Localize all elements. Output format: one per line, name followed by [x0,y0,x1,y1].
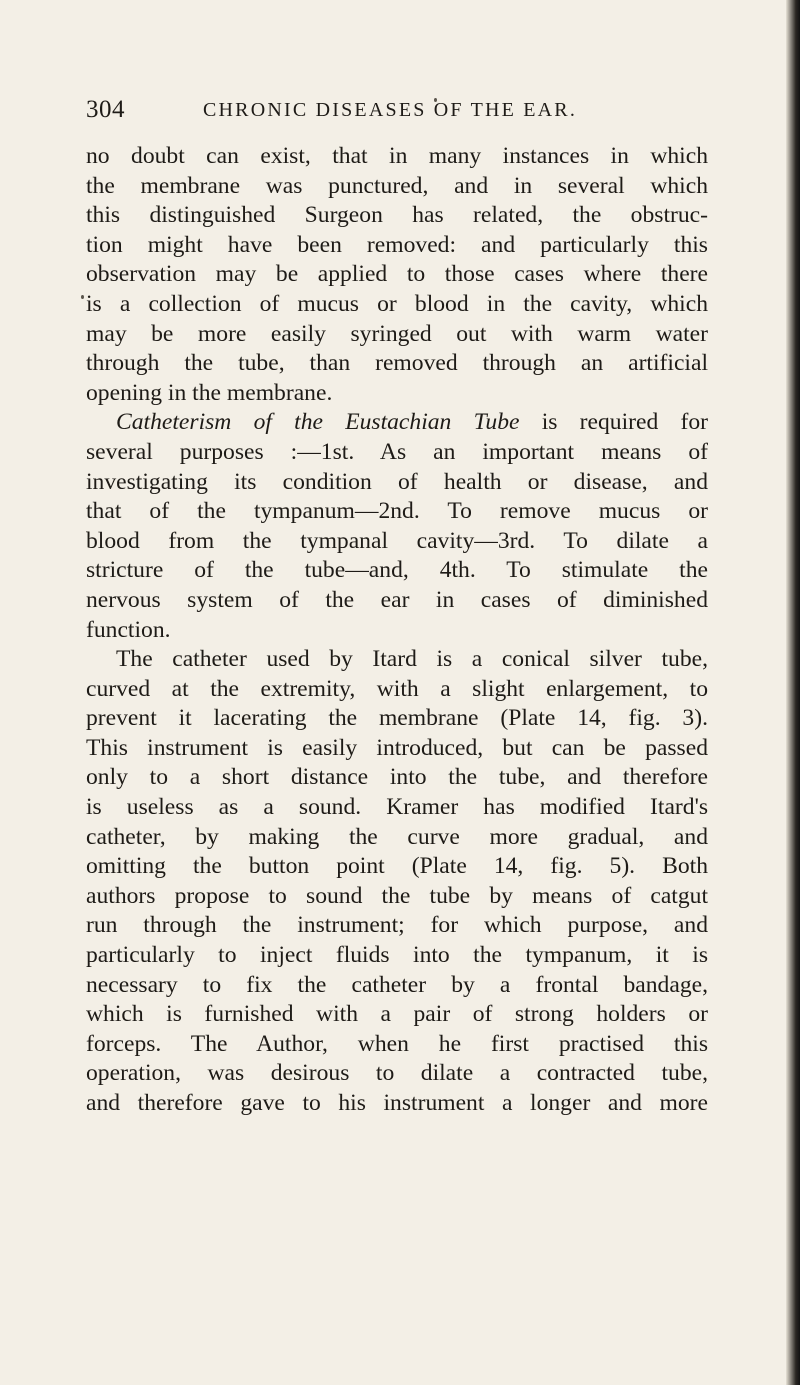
paragraph [86,645,708,1119]
text-line: omitting the button point (Plate 14, fig. 5). Both [86,853,708,880]
text-run: is required for [519,409,708,436]
text-line: which is furnished with a pair of strong holders or [86,1001,708,1028]
text-line: is a collection of mucus or blood in the cavity, which [86,290,708,317]
page-header [86,96,706,136]
text-line: This instrument is easily introduced, but can be passed [86,734,708,761]
text-line: curved at the extremity, with a slight enlargement, to [86,675,708,702]
text-line: forceps. The Author, when he first practised this [86,1030,708,1057]
body-text [86,142,708,1119]
text-line: only to a short distance into the tube, and therefore [86,764,708,791]
text-line: operation, was desirous to dilate a contracted tube, [86,1060,708,1087]
italic-heading: Catheterism of the Eustachian Tube [116,409,520,436]
text-line: and therefore gave to his instrument a longer and more [86,1090,708,1116]
text-line: authors propose to sound the tube by means of catgut [86,882,708,909]
text-line: particularly to inject fluids into the tympanum, it is [86,942,708,969]
text-line: may be more easily syringed out with warm water [86,320,708,347]
text-line: catheter, by making the curve more gradual, and [86,823,708,850]
text-line: that of the tympanum—2nd. To remove mucus or [86,498,708,525]
text-line: nervous system of the ear in cases of diminished [86,586,708,613]
text-line: stricture of the tube—and, 4th. To stimulate the [86,557,708,584]
ink-speck [81,295,84,299]
page-edge-shadow [786,0,800,1385]
text-line: opening in the membrane. [86,379,333,406]
text-line: no doubt can exist, that in many instances in which [86,143,708,169]
text-line: is useless as a sound. Kramer has modified Itard's [86,794,708,821]
text-line: prevent it lacerating the membrane (Plate 14, fig. 3). [86,705,708,732]
paragraph [86,408,708,645]
text-line: through the tube, than removed through an artificial [86,350,708,377]
text-line: observation may be applied to those cases where there [86,261,708,288]
text-line: The catheter used by Itard is a conical silver tube, [116,646,708,673]
text-line: investigating its condition of health or disease, and [86,468,708,495]
text-line: blood from the tympanal cavity—3rd. To dilate a [86,527,708,554]
text-line [86,408,708,438]
paragraph [86,142,708,408]
text-line: tion might have been removed: and particularly this [86,231,708,258]
text-line: necessary to fix the catheter by a frontal bandage, [86,971,708,998]
text-line: several purposes :—1st. As an important means of [86,438,708,465]
text-line: function. [86,616,171,643]
running-head: CHRONIC DISEASES OF THE EAR. [203,99,578,121]
text-line: this distinguished Surgeon has related, the obstruc- [86,202,708,229]
text-line: the membrane was punctured, and in several which [86,172,708,199]
text-line: run through the instrument; for which purpose, and [86,912,708,939]
page-number: 304 [86,96,125,123]
